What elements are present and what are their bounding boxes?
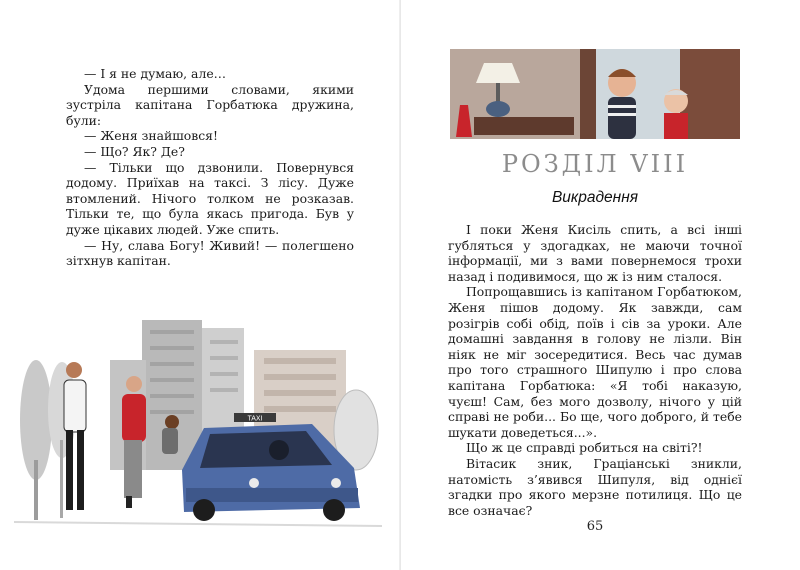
paragraph: І поки Женя Кисіль спить, а всі інші губляться у здогадках, не маючи точної інформації, ми з вами повернемося трохи назад і подивимося, що ж із ним сталося. [448,222,742,284]
paragraph: Удома першими словами, якими зустріла капітана Горбатюка дружина, були: [66,81,354,128]
paragraph: — Женя знайшовся! [84,128,218,144]
chapter-subtitle: Викрадення [551,189,639,206]
street-illustration [14,300,382,532]
taxi-sign: TAXI [247,415,263,423]
paragraph: — Тільки що дзвонили. Повернувся додому. Приїхав на таксі. З лісу. Дуже втомлений. Нічого толком не розказав. Тільки те, що була якась пригода. Був у дуже цікавих людей. Уже спить. [66,159,354,237]
chapter-header-illustration [450,49,740,139]
paragraph: Попрощавшись із капітаном Горбатюком, Женя пішов додому. Як завжди, сам розігрів собі обід, поїв і сів за уроки. Але домашні завдання в голову не лізли. Він ніяк не міг зосередитися. Весь час думав про того страшного Шипулю і про слова капітана Горбатюка: «Я тобі наказую, чуєш! Сам, без мого дозволу, нічого у цій справі не роби... Бо ще, чого доброго, й тебе шукати доведеться...». [448,284,742,440]
boy-in-doorway [608,69,636,139]
boy-peeking [664,89,688,139]
paragraph: Що ж це справді робиться на світі?! [466,440,703,456]
right-page [400,0,800,570]
chapter-title: РОЗДІЛ VIII [501,150,689,178]
man-figure [64,362,86,510]
right-text-block [448,222,742,518]
paragraph: — Ну, слава Богу! Живий! — полегшено зітхнув капітан. [66,237,354,269]
paragraph: — Що? Як? Де? [84,143,185,159]
paragraph: — І я не думаю, але… [84,66,227,81]
page-number: 65 [586,519,604,534]
paragraph: Вітасик зник, Граціанські зникли, натомість з’явився Шипуля, від однієї згадки про якого мерзне потилиця. Що це все означає? [448,455,742,518]
left-text-block [66,66,354,269]
